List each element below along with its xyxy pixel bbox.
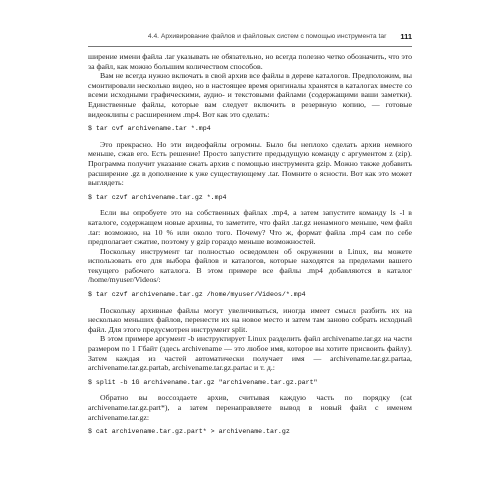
paragraph: Вам не всегда нужно включать в свой архив все файлы в дереве каталогов. Предположим, вы смонтировали несколько видео, но в настоящее время оригиналы хранятся в каталогах вместе со всеми исходными графическими, аудио- и текстовыми файлами (содержащими ваши заметки). Единственные файлы, которые вам следует включить в резервную копию, — готовые видеоклипы с расширением .mp4. Вот как это сделать: [88,71,412,119]
paragraph: Обратно вы воссоздаете архив, считывая каждую часть по порядку (cat archivename.tar.gz.part*), а затем перенаправляете вывод в новый файл с именем archivename.tar.gz: [88,393,412,422]
code-block: $ tar cvf archivename.tar *.mp4 [88,125,211,133]
paragraph: В этом примере аргумент -b инструктирует Linux разделить файл archivename.tar.gz на части размером по 1 Гбайт (здесь archivename — это любое имя, которое вы хотите присвоить файлу). Затем каждая из частей автоматически получает имя — archivename.tar.gz.partaa, archivename.tar.gz.partab, archivename.tar.gz.partac и т. д.: [88,334,412,373]
section-title: 4.4. Архивирование файлов и файловых систем с помощью инструмента tar [147,32,387,40]
running-header [88,26,412,47]
paragraph-continuation: ширение имени файла .tar указывать не обязательно, но всегда полезно четко обозначить, что это за файл, как можно большим количеством способов. [88,52,412,71]
paragraph: Поскольку архивные файлы могут увеличиваться, иногда имеет смысл разбить их на несколько меньших файлов, перенести их на новое место и затем там заново собрать исходный файл. Для этого предусмотрен инструмент split. [88,305,412,334]
page-body [88,52,412,443]
code-block: $ split -b 1G archivename.tar.gz "archivename.tar.gz.part" [88,378,318,386]
paragraph: Если вы опробуете это на собственных файлах .mp4, а затем запустите команду ls -l в каталоге, содержащем новые архивы, то заметите, что файл .tar.gz ненамного меньше, чем файл .tar: возможно, на 10 % или около того. Почему? Что ж, формат файла .mp4 сам по себе предполагает сжатие, поэтому у gzip гораздо меньше возможностей. [88,208,412,247]
code-block: $ cat archivename.tar.gz.part* > archivename.tar.gz [88,428,290,436]
paragraph: Поскольку инструмент tar полностью осведомлен об окружении в Linux, вы можете использовать его для выбора файлов и каталогов, которые находятся за пределами вашего текущего рабочего каталога. В этом примере все файлы .mp4 добавляются в каталог /home/myuser/Videos/: [88,246,412,285]
paragraph: Это прекрасно. Но эти видеофайлы огромны. Было бы неплохо сделать архив немного меньше, сжав его. Есть решение! Просто запустите предыдущую команду с аргументом z (zip). Программа получит указание сжать архив с помощью инструмента gzip. Можно также добавить расширение .gz в дополнение к уже существующему .tar. Помните о ясности. Вот как это может выглядеть: [88,139,412,188]
code-block: $ tar czvf archivename.tar.gz *.mp4 [88,193,227,201]
page-number: 111 [400,31,412,41]
code-block: $ tar czvf archivename.tar.gz /home/myuser/Videos/*.mp4 [88,291,306,299]
